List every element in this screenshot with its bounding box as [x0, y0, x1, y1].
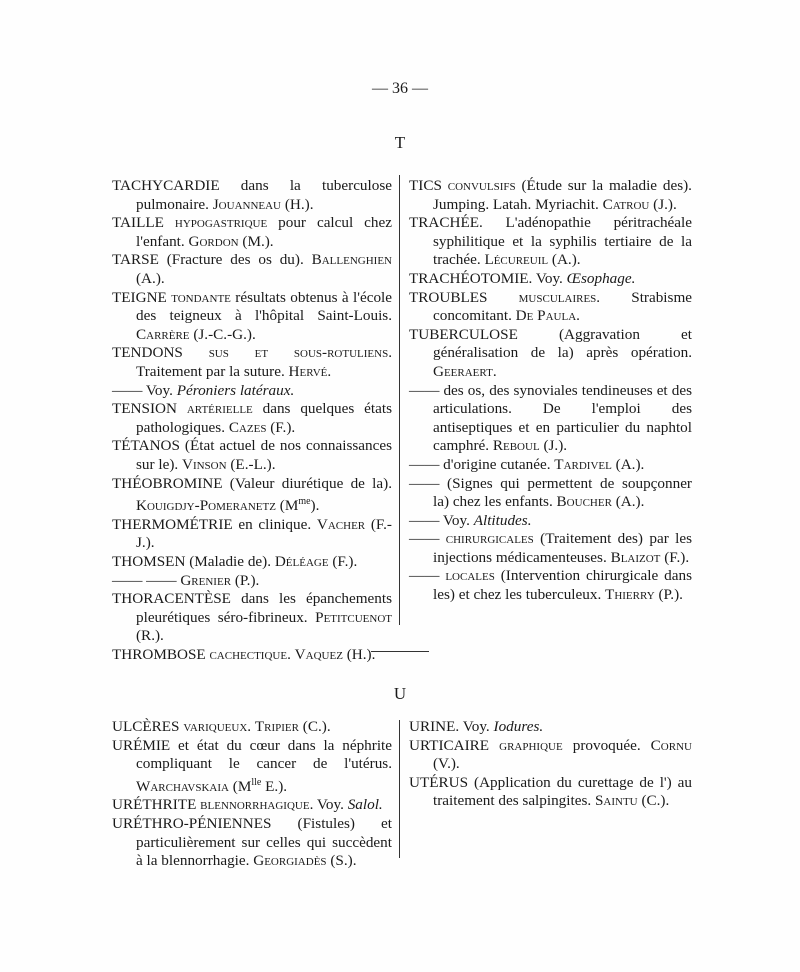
entry-text: musculaires — [518, 288, 597, 306]
index-entry — [409, 475, 692, 512]
section-letter-t: T — [394, 133, 406, 152]
entry-text: E.). — [261, 777, 288, 795]
entry-text: —— Voy. — [112, 381, 177, 399]
entry-text: Boucher — [556, 493, 612, 511]
entry-text: artérielle — [186, 400, 253, 418]
index-entry — [112, 289, 392, 345]
entry-text: . Traitement par la suture. — [136, 344, 393, 380]
entry-text: UTÉRUS (Application du curettage de l') au traitement des salpingites. — [409, 773, 692, 810]
entry-text: Georgiadès — [253, 852, 327, 870]
entry-text: URÉMIE et état du cœur dans la néphrite compliquant le cancer de l'utérus. — [112, 736, 392, 773]
entry-text: (J.). — [649, 195, 677, 213]
entry-text: Geeraert — [433, 362, 493, 380]
entry-text: lle — [251, 776, 262, 788]
entry-text: Déléage — [274, 552, 329, 570]
index-entry — [112, 815, 392, 871]
entry-text: Lécureuil — [484, 251, 549, 269]
page-number: — 36 — — [372, 80, 428, 97]
index-entry — [409, 214, 692, 270]
entry-text: Blaizot — [610, 548, 661, 566]
entry-text: URÉTHRITE — [112, 796, 201, 814]
entry-text: (A.). — [611, 493, 645, 511]
entry-text: (H.). — [281, 195, 314, 213]
entry-text: Petitcuenot — [315, 608, 392, 626]
entry-text: dans quelques états pathologiques. — [136, 400, 392, 436]
entry-text: Vaquez — [294, 645, 343, 663]
entry-text: Warchavskaia — [136, 777, 229, 795]
index-entry — [409, 326, 692, 382]
entry-text: hypogastrique — [174, 214, 268, 232]
entry-text: Tardivel — [554, 455, 612, 473]
index-entry — [112, 382, 392, 401]
entry-text: TARSE (Fracture des os du). — [112, 251, 312, 269]
entry-text: THERMOMÉTRIE en clinique. — [112, 515, 317, 533]
entry-text: (H.). — [342, 645, 376, 663]
entry-text: (F.). — [328, 552, 358, 570]
entry-text: TRACHÉOTOMIE. Voy. — [409, 269, 567, 287]
section-divider — [371, 651, 429, 652]
entry-text: URTICAIRE — [409, 736, 500, 754]
index-entry — [112, 737, 392, 797]
entry-text: TICS — [409, 177, 448, 194]
entry-text: tondante — [171, 288, 231, 306]
entry-text: (S.). — [326, 852, 357, 870]
entry-text: TACHYCARDIE dans la tuberculose pulmonaire. — [112, 177, 392, 213]
entry-text: —— —— — [112, 571, 181, 589]
entry-text: TEIGNE — [112, 288, 172, 306]
index-entry — [112, 437, 392, 474]
entry-text: TRACHÉE. L'adénopathie péritrachéale syphilitique et la syphilis tertiaire de la trachée. — [409, 214, 692, 269]
entry-text: pour calcul chez l'enfant. — [136, 214, 392, 250]
entry-text: (Traitement des) par les injections médicamenteuses. — [433, 530, 693, 566]
index-entry — [409, 382, 692, 456]
entry-text: (A.). — [136, 269, 165, 287]
entry-text: . — [576, 307, 580, 325]
entry-text: provoquée. — [562, 736, 651, 754]
column-divider-t — [399, 175, 400, 625]
entry-text: . — [247, 718, 255, 735]
entry-text: (M — [228, 777, 252, 795]
entry-text: convulsifs — [447, 177, 516, 194]
index-entry — [112, 344, 392, 381]
entry-text: (J.-C.-G.). — [189, 325, 256, 343]
entry-text: THORACENTÈSE dans les épanchements pleurétiques séro-fibrineux. — [112, 590, 392, 626]
index-entry — [409, 774, 692, 811]
entry-text: (E.-L.). — [226, 455, 276, 473]
entry-text: Altitudes. — [473, 511, 532, 529]
entry-text: —— d'origine cutanée. — [409, 455, 555, 473]
entry-text: TENDONS — [112, 344, 209, 362]
entry-text: . — [287, 645, 295, 663]
entry-text: Tripier — [254, 718, 299, 735]
entry-text: locales — [445, 567, 495, 585]
entry-text: Hervé — [288, 362, 328, 380]
entry-text: Gordon — [188, 232, 239, 250]
entry-text: Vacher — [316, 515, 366, 533]
entry-text: me — [298, 496, 311, 508]
entry-text: —— Voy. — [409, 511, 474, 529]
entry-text: (R.). — [136, 627, 164, 645]
entry-text: Salol. — [347, 796, 383, 814]
entry-text: (F.). — [266, 418, 296, 436]
entry-text: Péroniers latéraux. — [176, 381, 295, 399]
entry-text: URÉTHRO-PÉNIENNES (Fistules) et particulièrement sur celles qui succèdent à la blennorrhagie. — [112, 815, 392, 870]
entry-text: (P.). — [231, 571, 260, 589]
entry-text: Carrère — [136, 325, 190, 343]
index-entry — [112, 251, 392, 288]
column-u-right — [409, 718, 692, 811]
entry-text: (M — [275, 497, 299, 515]
entry-text: THÉOBROMINE (Valeur diurétique de la). — [112, 474, 392, 492]
index-entry — [409, 737, 692, 774]
entry-text: THROMBOSE — [112, 645, 210, 663]
entry-text: résultats obtenus à l'école des teigneux à l'hôpital Saint-Louis. — [136, 288, 392, 325]
entry-text: (P.). — [654, 586, 683, 604]
entry-text: ULCÈRES — [112, 718, 184, 735]
entry-text: (Étude sur la maladie des). Jumping. Latah. Myriachit. — [433, 177, 692, 213]
index-entry — [409, 270, 692, 289]
index-entry — [112, 475, 392, 516]
index-entry — [112, 553, 392, 572]
index-entry — [112, 400, 392, 437]
entry-text: . Voy. — [309, 796, 348, 814]
entry-text: Cazes — [228, 418, 267, 436]
entry-text: Œsophage. — [566, 269, 636, 287]
entry-text: Kouigdjy-Pomeranetz — [136, 497, 276, 515]
index-entry — [112, 646, 392, 665]
index-entry — [409, 456, 692, 475]
entry-text: Jouanneau — [212, 195, 282, 213]
entry-text: —— — [409, 567, 446, 585]
entry-text: (M.). — [238, 232, 274, 250]
index-entry — [409, 530, 692, 567]
entry-text: TAILLE — [112, 214, 175, 232]
entry-text: Saintu — [594, 792, 638, 810]
index-entry — [409, 177, 692, 214]
index-entry — [112, 177, 392, 214]
entry-text: variqueux — [183, 718, 248, 735]
entry-text: —— des os, des synoviales tendineuses et des articulations. De l'emploi des antiseptiques et en particulier du naphtol camphré. — [409, 381, 692, 455]
entry-text: (A.). — [611, 455, 645, 473]
entry-text: graphique — [499, 736, 563, 754]
index-entry — [409, 567, 692, 604]
entry-text: (F.-J.). — [136, 515, 392, 552]
entry-text: sus et sous-rotuliens — [208, 344, 389, 362]
entry-text: . — [492, 362, 497, 380]
entry-text: TUBERCULOSE (Aggravation et généralisation de la) après opération. — [409, 325, 692, 362]
entry-text: (Intervention chirurgicale dans les) et chez les tuberculeux. — [433, 567, 692, 604]
entry-text: URINE. Voy. — [409, 718, 494, 735]
section-letter-u: U — [393, 684, 407, 703]
column-t-right — [409, 177, 692, 605]
entry-text: Cornu — [650, 736, 692, 754]
index-entry — [409, 512, 692, 531]
column-u-left — [112, 718, 392, 871]
index-entry — [112, 516, 392, 553]
entry-text: Ballenghien — [311, 251, 392, 269]
entry-text: (J.). — [539, 437, 568, 455]
entry-text: ). — [310, 497, 320, 515]
index-entry — [112, 214, 392, 251]
entry-text: Grenier — [180, 571, 232, 589]
entry-text: Reboul — [492, 437, 540, 455]
index-entry — [112, 796, 392, 815]
index-entry — [409, 718, 692, 737]
entry-text: Vinson — [181, 455, 227, 473]
column-divider-u — [399, 720, 400, 858]
entry-text: (C.). — [299, 718, 331, 735]
entry-text: (V.). — [433, 755, 460, 773]
entry-text: . — [327, 362, 332, 380]
entry-text: TENSION — [112, 400, 187, 418]
column-t-left — [112, 177, 392, 665]
entry-text: Thierry — [605, 586, 655, 604]
entry-text: (F.). — [660, 548, 690, 566]
entry-text: —— (Signes qui permettent de soupçonner la) chez les enfants. — [409, 474, 692, 511]
entry-text: Catrou — [602, 195, 650, 213]
index-entry — [112, 572, 392, 591]
index-entry — [112, 590, 392, 646]
entry-text: TÉTANOS (État actuel de nos connaissances sur le). — [112, 437, 392, 473]
index-entry — [409, 289, 692, 326]
entry-text: . Strabisme concomitant. — [433, 288, 692, 325]
entry-text: THOMSEN (Maladie de). — [112, 552, 275, 570]
entry-text: chirurgicales — [445, 530, 534, 548]
index-entry — [112, 718, 392, 737]
entry-text: (A.). — [548, 251, 581, 269]
entry-text: —— — [409, 530, 446, 548]
entry-text: blennorrhagique — [200, 796, 310, 814]
entry-text: (C.). — [637, 792, 670, 810]
entry-text: De Paula — [515, 307, 577, 325]
entry-text: Iodures. — [493, 718, 544, 735]
entry-text: TROUBLES — [409, 288, 519, 306]
entry-text: cachectique — [209, 645, 288, 663]
